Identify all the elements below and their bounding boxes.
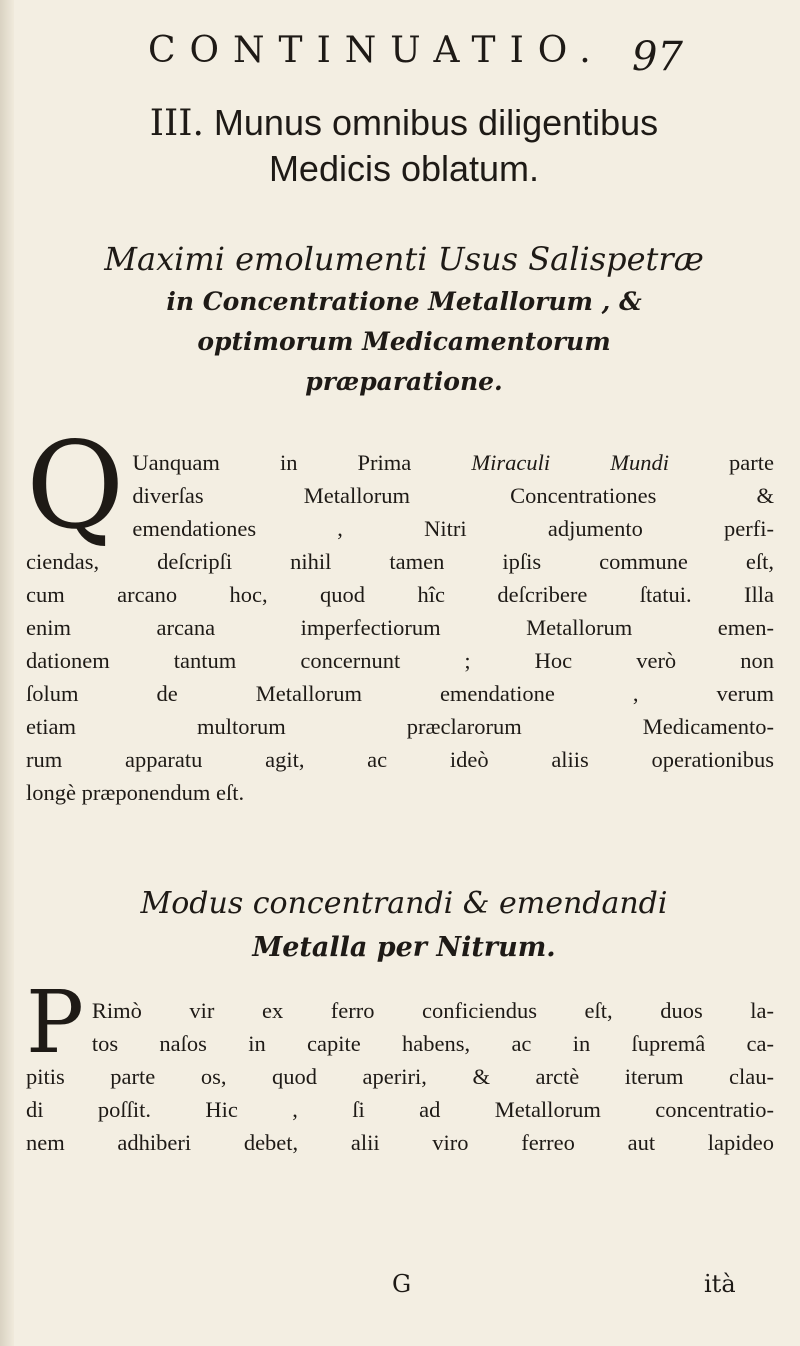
chapter-title-line2: Medicis oblatum. [268,148,540,189]
paragraph-line: pitis parte os, quod aperiri, & arctè iterum clau- [26,1064,774,1089]
paragraph-line: di poſſit. Hic , ſi ad Metallorum concentratio- [26,1097,774,1122]
paragraph-line: ſolum de Metallorum emendatione , verum [26,681,774,706]
chapter-numeral: III. [149,103,204,144]
paragraph-line: enim arcana imperfectiorum Metallorum emen- [26,615,774,640]
section-title [24,882,784,970]
page-header [0,10,800,90]
paragraph-method [26,973,774,1159]
paragraph-line: dationem tantum concernunt ; Hoc verò non [26,648,774,673]
line-text: parte [729,450,775,475]
chapter-title [24,100,784,191]
subtitle-line3: optimorum Medicamentorum [197,327,611,356]
page-footer [0,1270,800,1304]
chapter-title-text: Munus omnibus diligentibus [213,102,659,143]
signature-mark: G [392,1270,412,1298]
catchword: ità [704,1270,736,1298]
line-text: Uanquam in Prima [132,450,412,475]
dropcap-q: Q [26,417,125,556]
paragraph-line: longè præponendum eſt. [26,780,245,805]
paragraph-line: rum apparatu agit, ac ideò aliis operationibus [26,747,774,772]
paragraph-line: emendationes , Nitri adjumento perfi- [132,516,774,541]
dropcap-p: P [26,973,84,1073]
running-title: CONTINUATIO. [148,30,605,71]
subtitle-line2: in Concentratione Metallorum , & [166,287,642,316]
binding-edge [0,0,14,1346]
paragraph-line: cum arcano hoc, quod hîc deſcribere ſtatui. Illa [26,582,774,607]
paragraph-line [26,446,774,479]
chapter-title-line1 [24,100,784,146]
section-title-line2: Metalla per Nitrum. [252,932,556,963]
chapter-subtitle [24,236,784,402]
paragraph-line: nem adhiberi debet, alii viro ferreo aut lapideo [26,1130,774,1155]
page-number: 97 [632,34,683,80]
paragraph-line: ciendas, deſcripſi nihil tamen ipſis commune eſt, [26,549,774,574]
paragraph-line: etiam multorum præclarorum Medicamento- [26,714,774,739]
paragraph-line: Rimò vir ex ferro conficiendus eſt, duos la- [91,998,774,1023]
subtitle-line4: præparatione. [305,367,503,396]
paragraph-intro [26,417,775,809]
paragraph-line: diverſas Metallorum Concentrationes & [132,483,774,508]
book-title-ref: Miraculi Mundi [471,450,669,475]
section-title-line1: Modus concentrandi & emendandi [140,886,668,921]
paragraph-line: tos naſos in capite habens, ac in ſupremâ ca- [91,1031,774,1056]
subtitle-line1: Maximi emolumenti Usus Salispetræ [104,240,704,278]
